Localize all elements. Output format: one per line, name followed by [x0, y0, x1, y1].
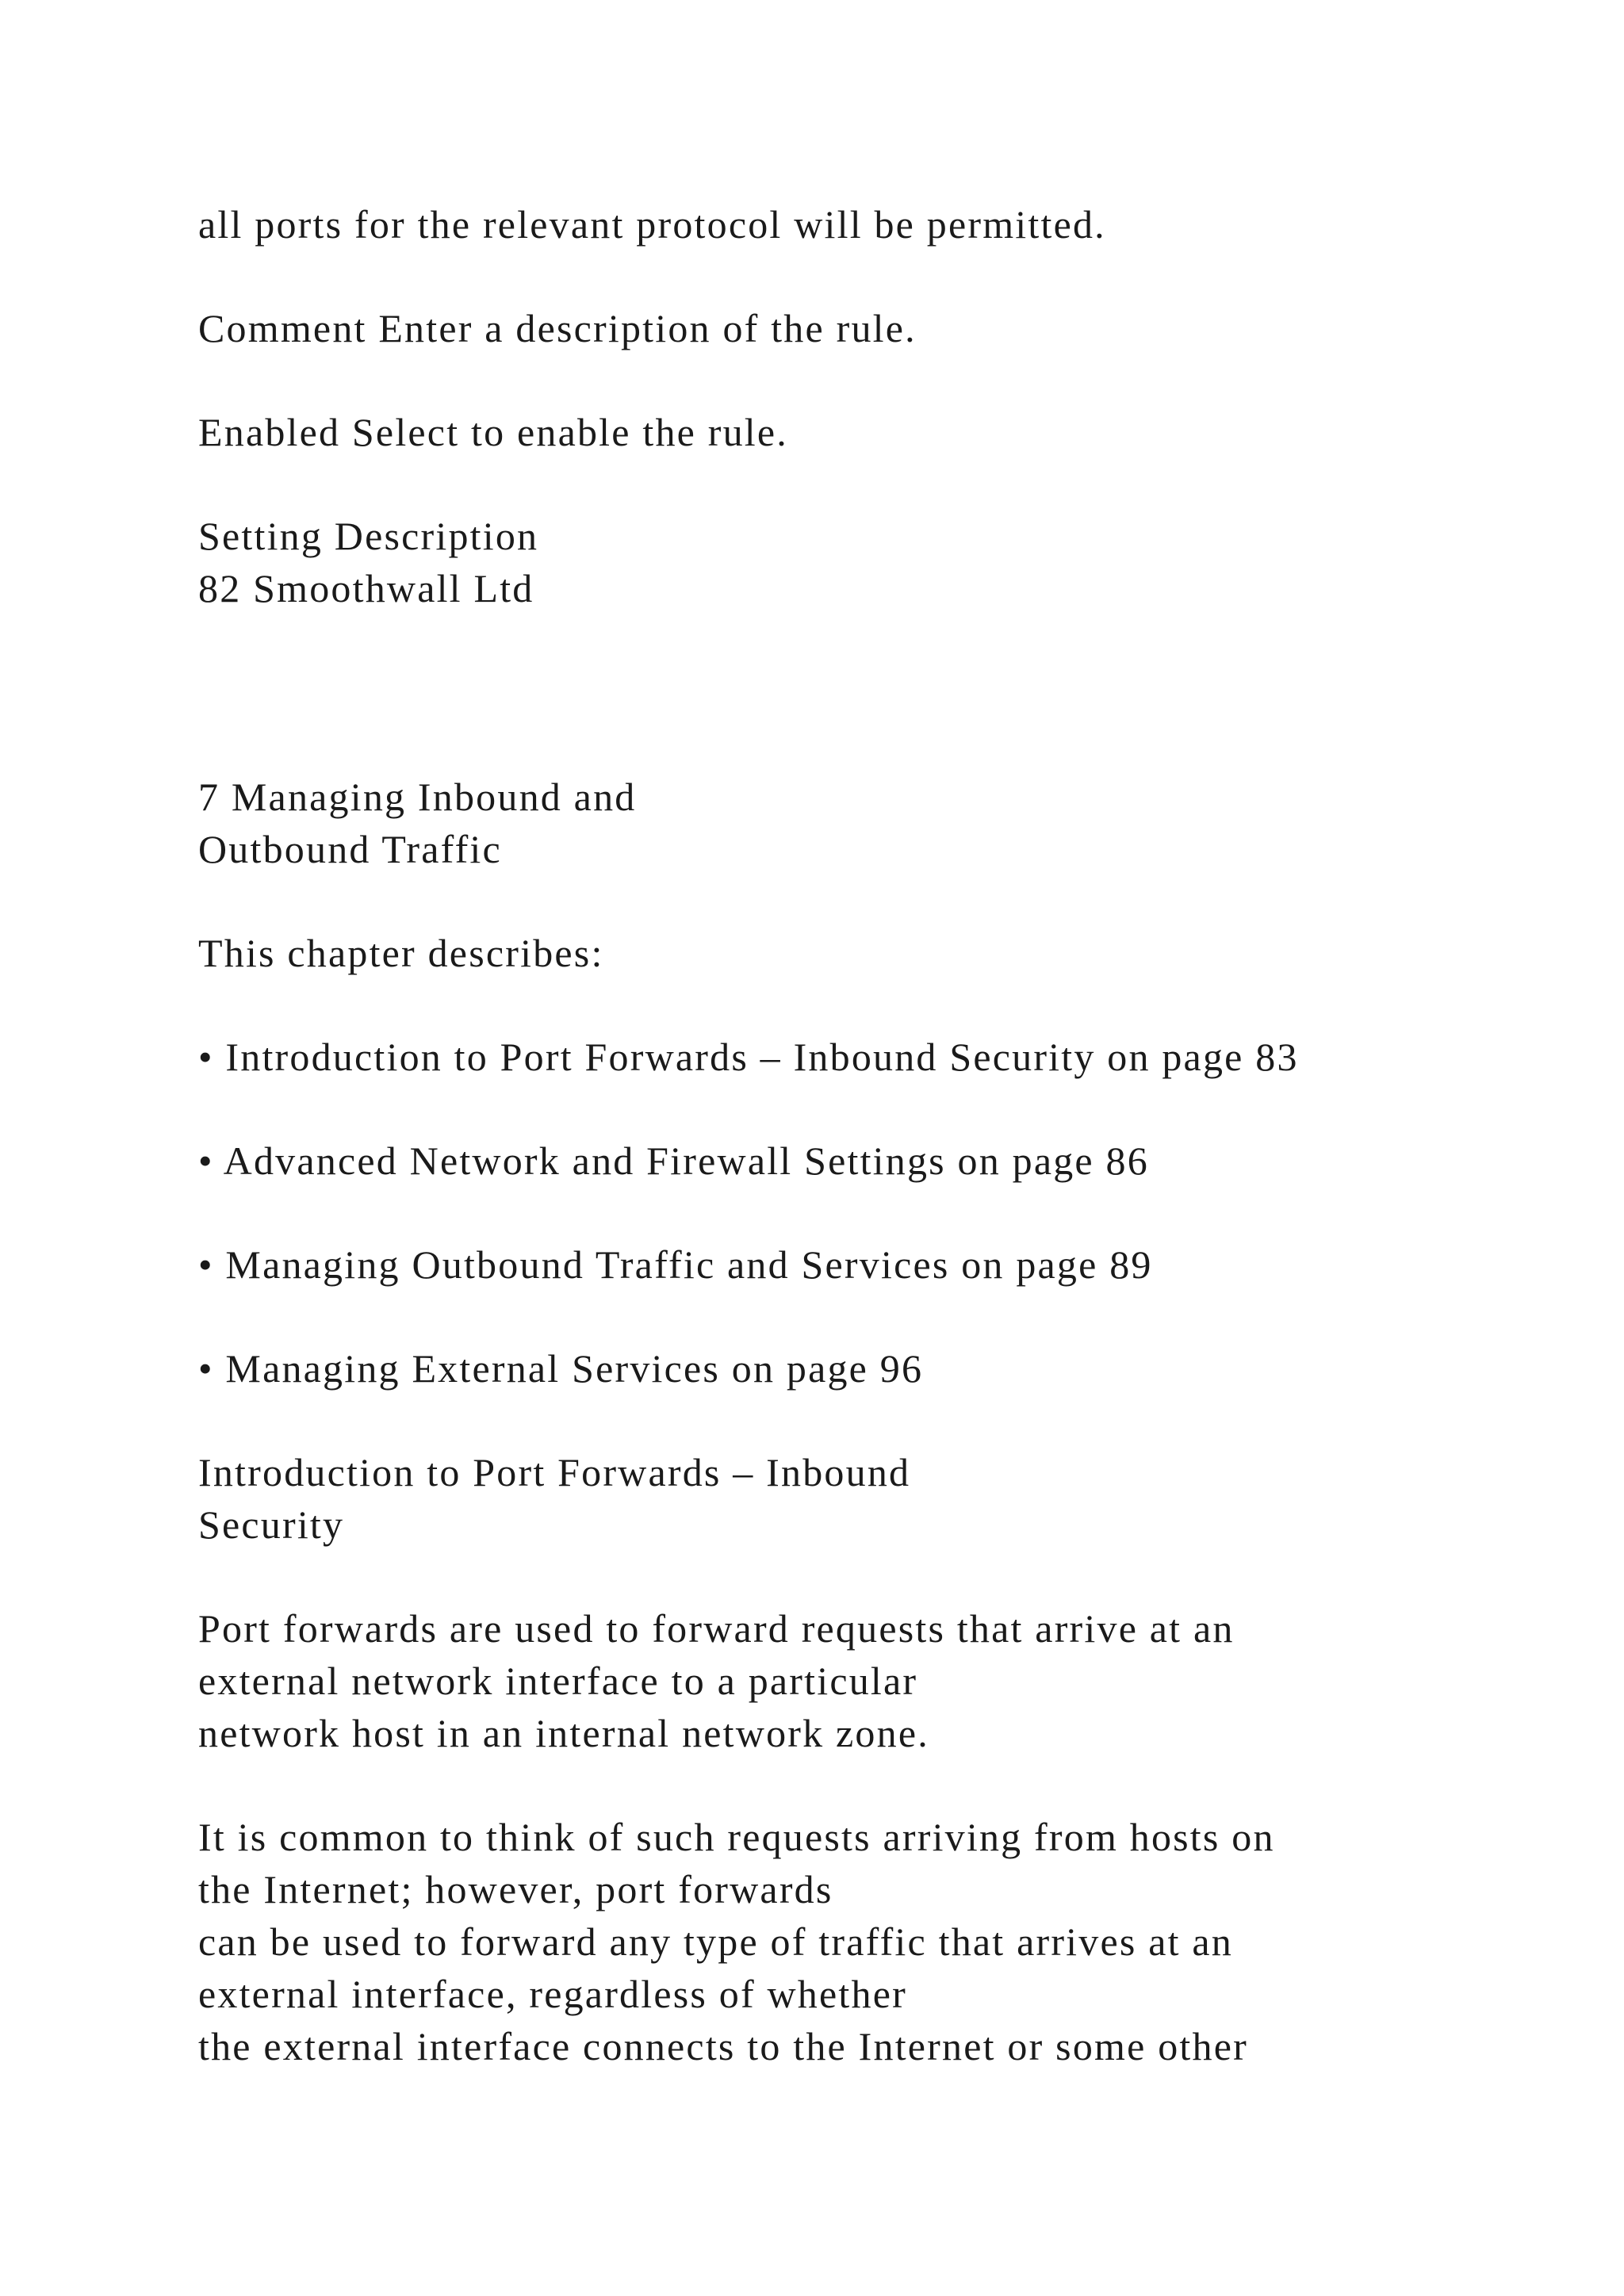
paragraph-1-line-3: network host in an internal network zone.: [198, 1711, 929, 1755]
bullet-item-2: • Advanced Network and Firewall Settings on page 86: [198, 1138, 1149, 1183]
paragraph-2-line-2: the Internet; however, port forwards: [198, 1867, 833, 1911]
section-title-line-1: Introduction to Port Forwards – Inbound: [198, 1450, 911, 1494]
chapter-title-line-1: 7 Managing Inbound and: [198, 775, 637, 819]
section-title-line-2: Security: [198, 1502, 345, 1547]
chapter-title-line-2: Outbound Traffic: [198, 827, 502, 871]
paragraph-2-line-3: can be used to forward any type of traffic that arrives at an: [198, 1919, 1234, 1964]
bullet-item-3: • Managing Outbound Traffic and Services on page 89: [198, 1242, 1153, 1287]
comment-setting-row: Comment Enter a description of the rule.: [198, 306, 917, 350]
table-header: Setting Description: [198, 514, 539, 558]
enabled-setting-row: Enabled Select to enable the rule.: [198, 410, 788, 454]
bullet-item-1: • Introduction to Port Forwards – Inbound Security on page 83: [198, 1035, 1299, 1079]
bullet-item-4: • Managing External Services on page 96: [198, 1346, 924, 1391]
chapter-intro: This chapter describes:: [198, 931, 604, 975]
paragraph-2-line-1: It is common to think of such requests arriving from hosts on: [198, 1815, 1275, 1859]
paragraph-1-line-2: external network interface to a particular: [198, 1659, 918, 1703]
continuation-text: all ports for the relevant protocol will be permitted.: [198, 202, 1106, 247]
paragraph-2-line-5: the external interface connects to the Internet or some other: [198, 2024, 1248, 2068]
page-footer: 82 Smoothwall Ltd: [198, 566, 534, 610]
paragraph-1-line-1: Port forwards are used to forward requests that arrive at an: [198, 1606, 1235, 1651]
paragraph-2-line-4: external interface, regardless of whether: [198, 1972, 907, 2016]
